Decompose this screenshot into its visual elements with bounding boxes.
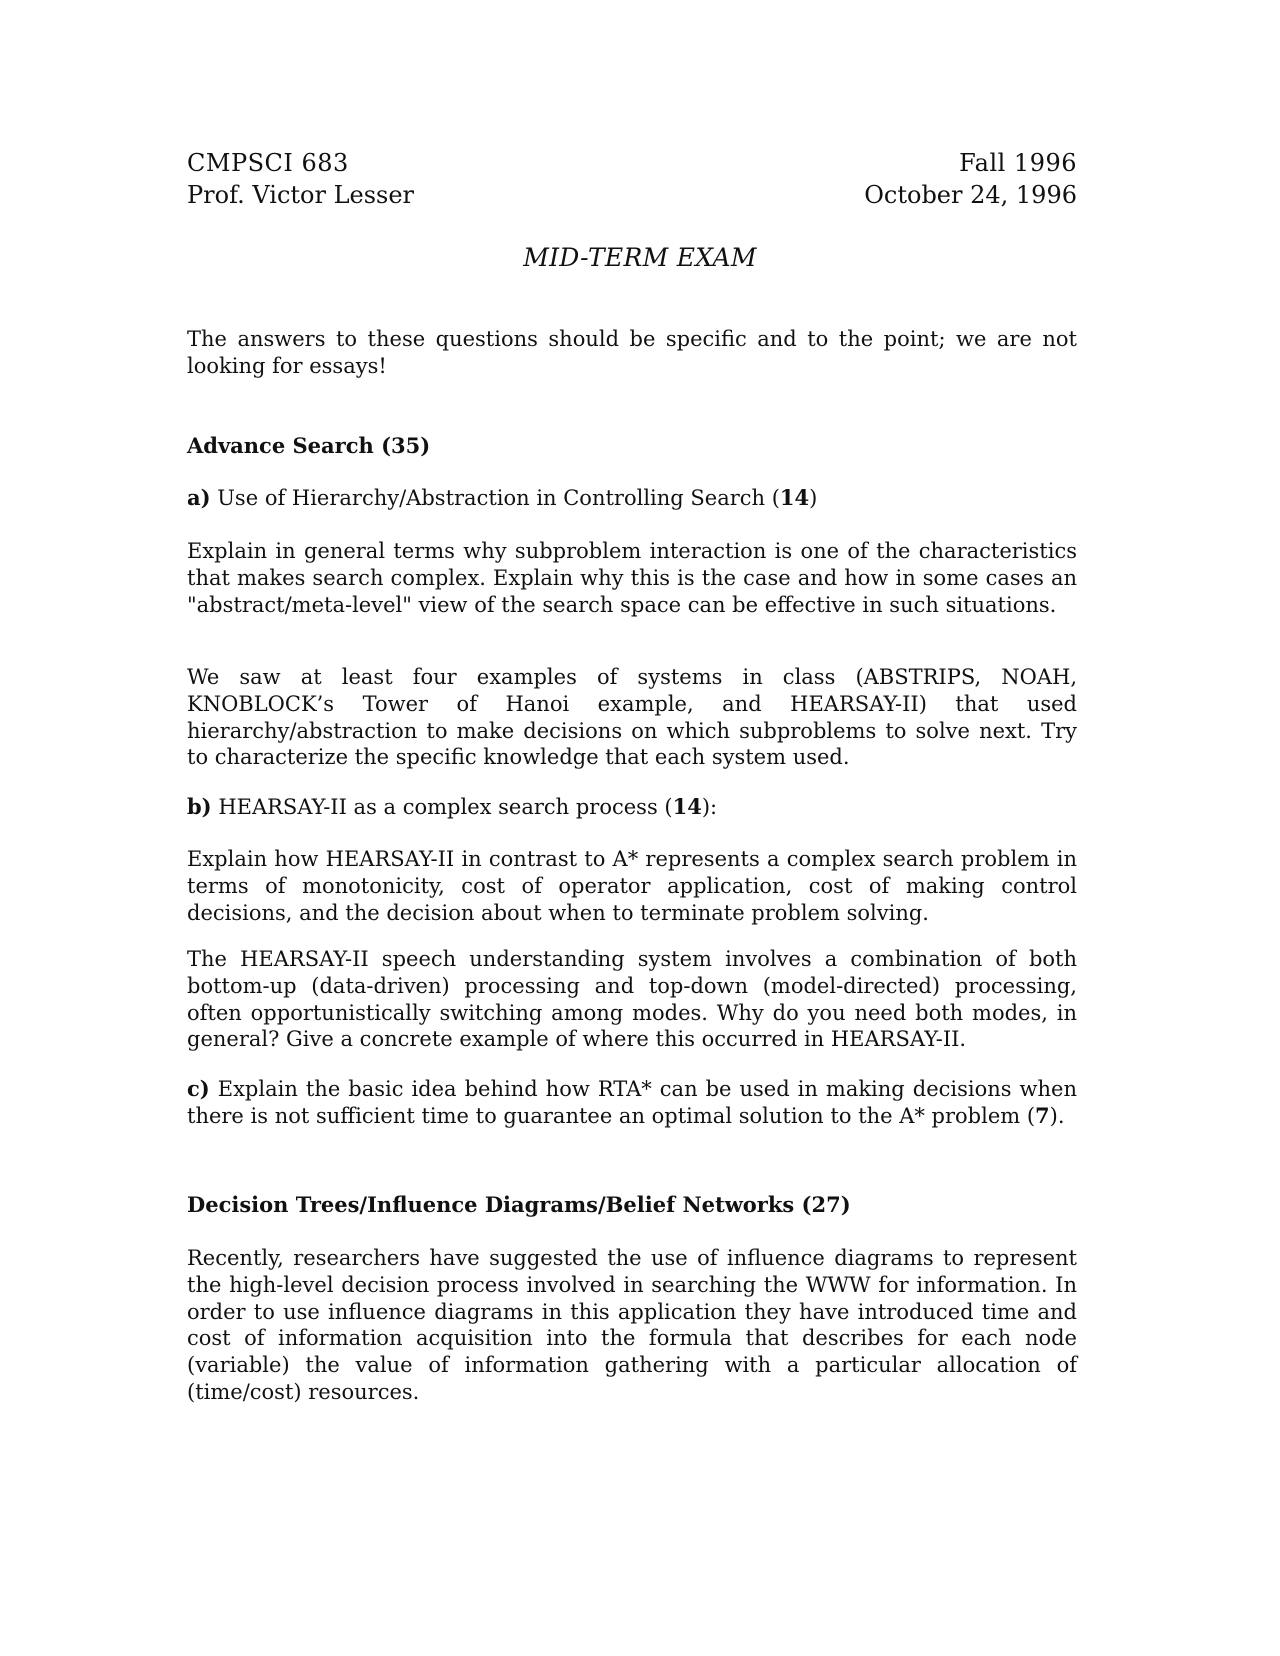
section-heading-advance-search: Advance Search (35) bbox=[187, 433, 431, 458]
question-c bbox=[187, 1076, 1077, 1130]
question-a-points: 14 bbox=[779, 485, 810, 510]
question-a-paragraph-1: Explain in general terms why subproblem interaction is one of the characteristics that makes search complex. Explain why this is the case and how in some cases an "abstract/meta-level" view of the search space can be effective in such situations. bbox=[187, 539, 1077, 617]
question-b-points: 14 bbox=[672, 794, 702, 819]
term: Fall 1996 bbox=[959, 149, 1077, 177]
exam-title: MID-TERM EXAM bbox=[523, 243, 757, 272]
exam-date: October 24, 1996 bbox=[864, 181, 1077, 209]
question-b-paragraph-1: Explain how HEARSAY-II in contrast to A* represents a complex search problem in terms of monotonicity, cost of operator application, cost of making control decisions, and the decision about when to terminate problem solving. bbox=[187, 847, 1077, 925]
course-code: CMPSCI 683 bbox=[187, 149, 349, 177]
question-a-label: a) bbox=[187, 485, 211, 510]
intro-paragraph: The answers to these questions should be specific and to the point; we are not looking for essays! bbox=[187, 327, 1077, 378]
section-heading-decision-trees: Decision Trees/Influence Diagrams/Belief Networks (27) bbox=[187, 1192, 851, 1217]
question-c-close: ). bbox=[1049, 1103, 1065, 1128]
question-c-label: c) bbox=[187, 1076, 210, 1101]
question-a-close: ) bbox=[809, 486, 818, 510]
question-b-title bbox=[187, 794, 1077, 821]
question-a-title bbox=[187, 485, 1077, 512]
question-c-points: 7 bbox=[1035, 1102, 1050, 1128]
question-b-label: b) bbox=[187, 794, 212, 819]
professor-name: Prof. Victor Lesser bbox=[187, 181, 415, 209]
question-b-title-text: HEARSAY-II as a complex search process ( bbox=[218, 795, 673, 819]
question-b-paragraph-2: The HEARSAY-II speech understanding system involves a combination of both bottom-up (data-driven) processing and top-down (model-directed) processing, often opportunistically switching among modes. Why do you need both modes, in general? Give a concrete example of where this occurred in HEARSAY-II. bbox=[187, 947, 1077, 1052]
question-c-text: Explain the basic idea behind how RTA* can be used in making decisions when there is not sufficient time to guarantee an optimal solution to the A* problem ( bbox=[187, 1077, 1077, 1128]
question-a-title-text: Use of Hierarchy/Abstraction in Controlling Search ( bbox=[217, 486, 780, 510]
question-a-paragraph-2: We saw at least four examples of systems in class (ABSTRIPS, NOAH, KNOBLOCK’s Tower of Hanoi example, and HEARSAY-II) that used hierarchy/abstraction to make decisions on which subproblems to solve next. Try to characterize the specific knowledge that each system used. bbox=[187, 665, 1077, 770]
section2-paragraph-1: Recently, researchers have suggested the use of influence diagrams to represent the high-level decision process involved in searching the WWW for information. In order to use influence diagrams in this application they have introduced time and cost of information acquisition into the formula that describes for each node (variable) the value of information gathering with a particular allocation of (time/cost) resources. bbox=[187, 1246, 1077, 1404]
question-b-close: ): bbox=[701, 795, 718, 819]
